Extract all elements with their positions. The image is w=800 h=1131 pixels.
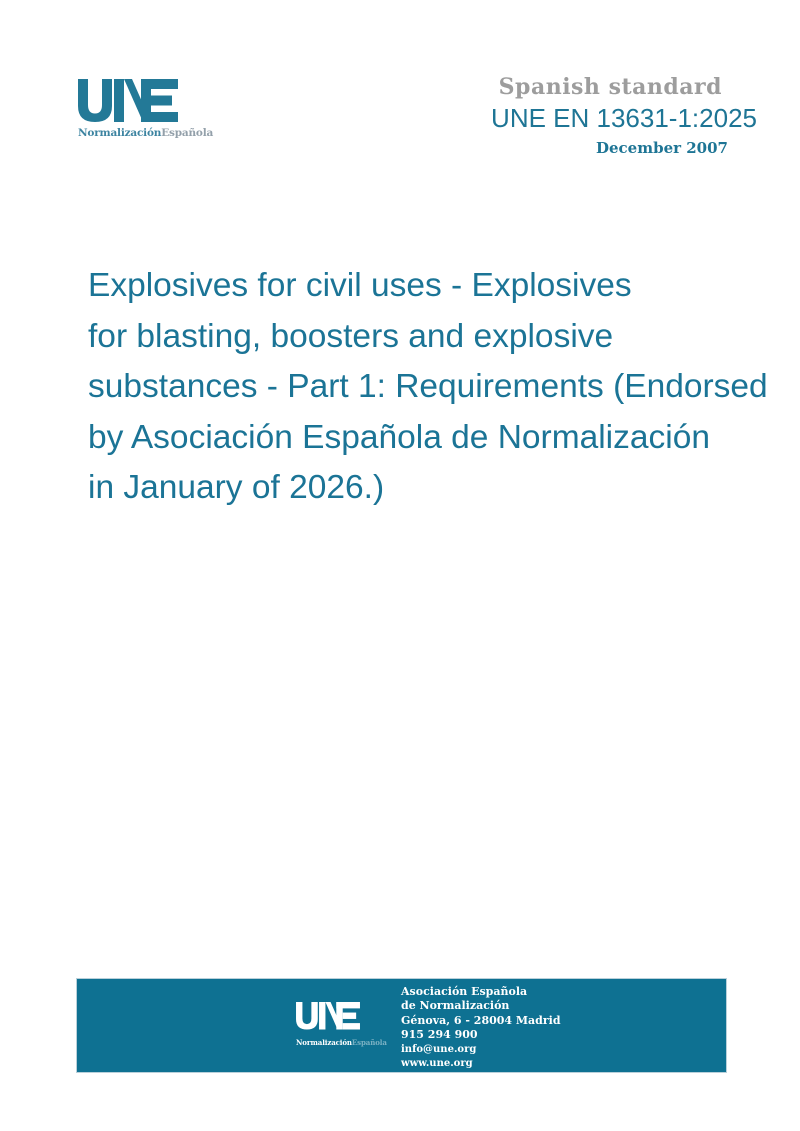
une-tagline-primary: Normalización [78, 127, 162, 139]
footer-email: info@une.org [401, 1043, 477, 1055]
footer-address-block [401, 985, 561, 1071]
une-tagline-secondary: Española [161, 127, 214, 139]
document-title-line: substances - Part 1: Requirements (Endorsed [88, 368, 768, 405]
standard-code: UNE EN 13631-1:2025 [491, 103, 757, 133]
une-logo [78, 79, 213, 139]
document-title-line: Explosives for civil uses - Explosives [88, 267, 632, 304]
une-footer-tagline-secondary: Española [351, 1037, 387, 1047]
standard-date: December 2007 [595, 139, 728, 157]
une-logo-icon [78, 79, 178, 122]
une-footer-logo-icon [296, 1002, 360, 1030]
footer-website: www.une.org [401, 1058, 473, 1070]
footer-phone: 915 294 900 [401, 1028, 478, 1042]
footer-address-line: de Normalización [401, 999, 510, 1013]
footer-bar [76, 978, 727, 1073]
document-title-line: by Asociación Española de Normalización [88, 418, 710, 456]
une-logo-tagline [78, 127, 213, 139]
document-title-line: in January of 2026.) [88, 469, 385, 506]
document-title [88, 261, 778, 514]
document-title-line: for blasting, boosters and explosive [88, 317, 614, 355]
une-footer-tagline-primary: Normalización [296, 1037, 352, 1047]
footer-address-line: Asociación Española [401, 985, 528, 998]
footer-address-line: Génova, 6 - 28004 Madrid [401, 1013, 561, 1027]
une-footer-logo [296, 1002, 387, 1047]
standard-type-label: Spanish standard [498, 74, 722, 100]
une-footer-logo-tagline [296, 1038, 387, 1047]
